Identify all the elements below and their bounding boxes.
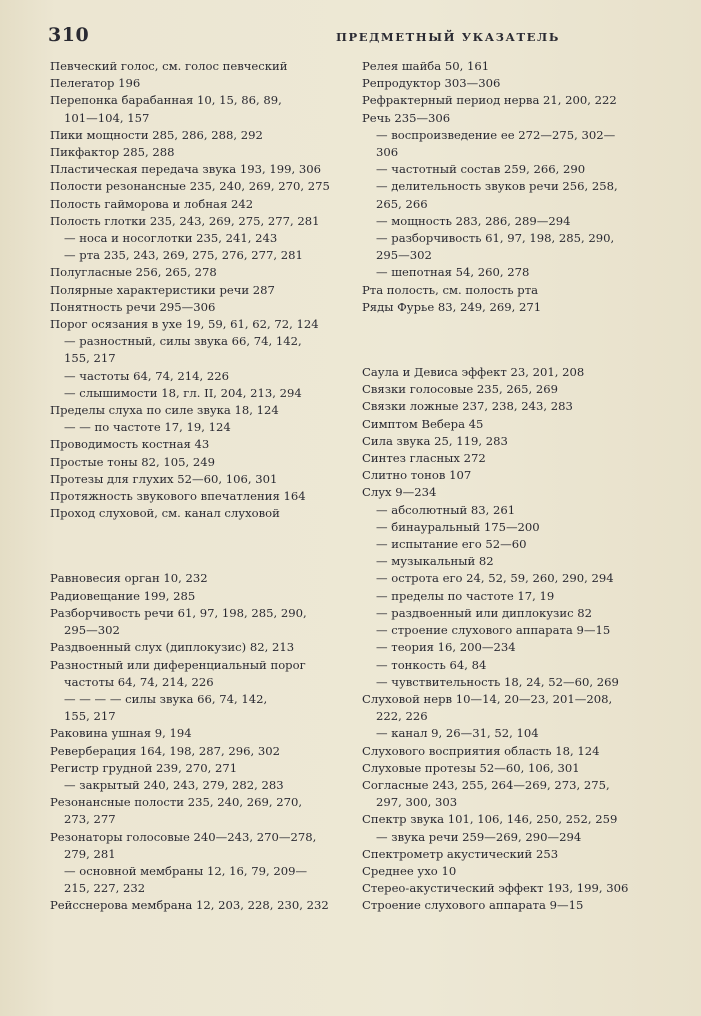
index-entry: 306 (376, 145, 399, 160)
index-entry: Связки голосовые 235, 265, 269 (362, 382, 558, 397)
index-entry: Резонаторы голосовые 240—243, 270—278, (50, 829, 317, 844)
index-entry: Перепонка барабанная 10, 15, 86, 89, (50, 93, 282, 108)
index-entry: Саула и Девиса эффект 23, 201, 208 (362, 365, 585, 380)
index-entry: 295—302 (64, 623, 120, 638)
index-entry: Синтез гласных 272 (362, 451, 486, 466)
index-entry: Спектрометр акустический 253 (362, 846, 559, 861)
index-entry: Рейсснерова мембрана 12, 203, 228, 230, 232 (50, 898, 329, 913)
index-entry: Пределы слуха по силе звука 18, 124 (50, 403, 279, 418)
index-entry: Полярные характеристики речи 287 (50, 282, 275, 297)
running-title: ПРЕДМЕТНЫЙ УКАЗАТЕЛЬ (336, 30, 560, 44)
index-entry: — строение слухового аппарата 9—15 (376, 623, 611, 638)
index-entry: Слитно тонов 107 (362, 468, 472, 483)
index-entry: — делительность звуков речи 256, 258, (376, 179, 618, 194)
index-entry: — мощность 283, 286, 289—294 (376, 213, 571, 228)
index-entry: Порог осязания в ухе 19, 59, 61, 62, 72, 124 (50, 317, 319, 332)
index-entry: — носа и носоглотки 235, 241, 243 (64, 231, 278, 246)
index-entry: Равновесия орган 10, 232 (50, 571, 208, 586)
index-entry: Слухового восприятия область 18, 124 (362, 743, 600, 758)
index-entry: частоты 64, 74, 214, 226 (64, 674, 214, 689)
index-entry: Слуховой нерв 10—14, 20—23, 201—208, (362, 691, 613, 706)
index-entry: — разборчивость 61, 97, 198, 285, 290, (376, 231, 615, 246)
index-entry: 155, 217 (64, 709, 116, 724)
index-entry: Раздвоенный слух (диплокузис) 82, 213 (50, 640, 295, 655)
index-entry: — бинауральный 175—200 (376, 519, 540, 534)
index-entry: Полость глотки 235, 243, 269, 275, 277, 281 (50, 213, 320, 228)
index-entry: 273, 277 (64, 812, 116, 827)
index-entry: Полость гайморова и лобная 242 (50, 196, 254, 211)
index-entry: — теория 16, 200—234 (376, 640, 516, 655)
index-entry: — воспроизведение ее 272—275, 302— (376, 127, 616, 142)
index-entry: — раздвоенный или диплокузис 82 (376, 605, 593, 620)
index-entry: 155, 217 (64, 351, 116, 366)
index-entry: Пикфактор 285, 288 (50, 145, 175, 160)
index-entry: Регистр грудной 239, 270, 271 (50, 760, 238, 775)
index-entry: Реверберация 164, 198, 287, 296, 302 (50, 743, 280, 758)
index-entry: Сила звука 25, 119, 283 (362, 433, 508, 448)
index-entry: — основной мембраны 12, 16, 79, 209— (64, 863, 308, 878)
index-entry: 295—302 (376, 248, 432, 263)
index-entry: Певческий голос, см. голос певческий (50, 59, 288, 73)
index-entry: Строение слухового аппарата 9—15 (362, 898, 584, 913)
index-entry: 265, 266 (376, 196, 428, 211)
index-entry: — частотный состав 259, 266, 290 (376, 162, 586, 177)
index-entry: — испытание его 52—60 (376, 537, 527, 552)
index-entry: 297, 300, 303 (376, 795, 458, 810)
index-column-left (50, 58, 350, 915)
index-entry: — абсолютный 83, 261 (376, 502, 516, 517)
index-entry: Простые тоны 82, 105, 249 (50, 454, 215, 469)
index-entry: Согласные 243, 255, 264—269, 273, 275, (362, 777, 610, 792)
index-entry: — звука речи 259—269, 290—294 (376, 829, 582, 844)
index-entry: Полости резонансные 235, 240, 269, 270, 275 (50, 179, 330, 194)
index-entry: — слышимости 18, гл. II, 204, 213, 294 (64, 385, 302, 400)
index-entry: Проводимость костная 43 (50, 437, 210, 452)
index-entry: Пики мощности 285, 286, 288, 292 (50, 127, 263, 142)
index-entry: — тонкость 64, 84 (376, 657, 487, 672)
index-entry: Резонансные полости 235, 240, 269, 270, (50, 795, 303, 810)
index-entry: Слух 9—234 (362, 485, 437, 500)
index-entry: Стерео-акустический эффект 193, 199, 306 (362, 881, 629, 896)
index-entry: — — по частоте 17, 19, 124 (64, 420, 231, 435)
index-entry: — разностный, силы звука 66, 74, 142, (64, 334, 302, 349)
index-entry: Релея шайба 50, 161 (362, 59, 490, 73)
index-entry: 215, 227, 232 (64, 881, 146, 896)
index-entry: Раковина ушная 9, 194 (50, 726, 192, 741)
index-entry: Радиовещание 199, 285 (50, 588, 196, 603)
index-entry: — закрытый 240, 243, 279, 282, 283 (64, 777, 284, 792)
index-entry: Спектр звука 101, 106, 146, 250, 252, 259 (362, 812, 618, 827)
index-entry: Протяжность звукового впечатления 164 (50, 489, 306, 504)
index-entry: Рефрактерный период нерва 21, 200, 222 (362, 93, 617, 108)
index-entry: Связки ложные 237, 238, 243, 283 (362, 399, 573, 414)
index-entry: Проход слуховой, см. канал слуховой (50, 506, 280, 521)
page-number: 310 (48, 24, 90, 46)
index-entry: Репродуктор 303—306 (362, 76, 501, 91)
index-entry: Пелеrатор 196 (50, 76, 141, 91)
index-entry: — рта 235, 243, 269, 275, 276, 277, 281 (64, 248, 303, 263)
index-entry: Понятность речи 295—306 (50, 299, 216, 314)
index-entry: Полугласные 256, 265, 278 (50, 265, 217, 280)
index-entry: Ряды Фурье 83, 249, 269, 271 (362, 299, 542, 314)
index-entry: — пределы по частоте 17, 19 (376, 588, 555, 603)
index-entry: — чувствительность 18, 24, 52—60, 269 (376, 674, 619, 689)
index-entry: Среднее ухо 10 (362, 863, 457, 878)
index-entry: Рта полость, см. полость рта (362, 282, 539, 297)
index-entry: Слуховые протезы 52—60, 106, 301 (362, 760, 580, 775)
index-entry: — музыкальный 82 (376, 554, 494, 569)
index-entry: 222, 226 (376, 709, 428, 724)
index-entry: Речь 235—306 (362, 110, 451, 125)
section-gap (362, 316, 662, 364)
index-entry: Пластическая передача звука 193, 199, 306 (50, 162, 322, 177)
index-entry: — канал 9, 26—31, 52, 104 (376, 726, 539, 741)
index-entry: 101—104, 157 (64, 110, 150, 125)
index-entry: — острота его 24, 52, 59, 260, 290, 294 (376, 571, 614, 586)
section-gap (50, 522, 350, 570)
index-entry: Разностный или диференциальный порог (50, 657, 306, 672)
index-entry: — — — — силы звука 66, 74, 142, (64, 691, 268, 706)
index-column-right (362, 58, 662, 915)
index-entry: Разборчивость речи 61, 97, 198, 285, 290, (50, 605, 307, 620)
index-entry: Протезы для глухих 52—60, 106, 301 (50, 471, 278, 486)
index-entry: — шепотная 54, 260, 278 (376, 265, 530, 280)
index-entry: — частоты 64, 74, 214, 226 (64, 368, 229, 383)
index-entry: 279, 281 (64, 846, 116, 861)
index-entry: Симптом Вебера 45 (362, 416, 484, 431)
page-header (48, 24, 661, 48)
